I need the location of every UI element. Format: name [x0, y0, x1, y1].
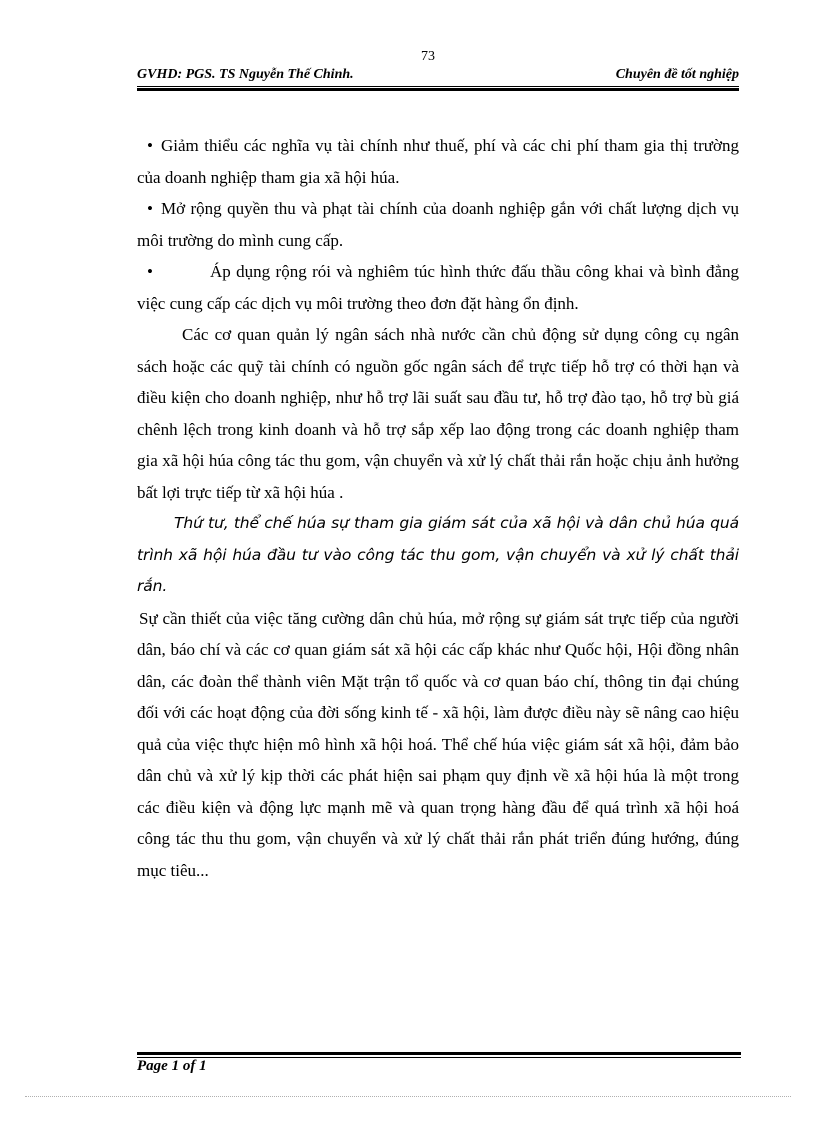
bullet-text: Áp dụng rộng rói và nghiêm túc hình thức đấu thầu công khai và bình đẳng việc cung cấp các dịch vụ môi trường theo đơn đặt hàng ổn định.: [137, 262, 739, 313]
bullet-item: [137, 193, 739, 256]
paragraph-budget-support: Các cơ quan quản lý ngân sách nhà nước cần chủ động sử dụng công cụ ngân sách hoặc các quỹ tài chính có nguồn gốc ngân sách để trực tiếp hỗ trợ có thời hạn và điều kiện cho doanh nghiệp, như hỗ trợ lãi suất sau đầu tư, hỗ trợ đào tạo, hỗ trợ bù giá chênh lệch trong kinh doanh và hỗ trợ sắp xếp lao động trong các doanh nghiệp tham gia xã hội húa công tác thu gom, vận chuyển và xử lý chất thải rắn hoặc chịu ảnh hưởng bất lợi trực tiếp từ xã hội húa .: [137, 325, 739, 502]
footer-page-label: Page 1 of 1: [137, 1058, 207, 1074]
paragraph-democratization: Sự cần thiết của việc tăng cường dân chủ húa, mở rộng sự giám sát trực tiếp của người dân, báo chí và các cơ quan giám sát xã hội các cấp khác như Quốc hội, Hội đồng nhân dân, các đoàn thể thành viên Mặt trận tổ quốc và cơ quan báo chí, thông tin đại chúng đối với các hoạt động của đời sống kinh tế - xã hội, làm được điều này sẽ nâng cao hiệu quả của việc thực hiện mô hình xã hội hoá. Thể chế húa việc giám sát xã hội, đảm bảo dân chủ và xử lý kịp thời các phát hiện sai phạm quy định về xã hội húa là một trong các điều kiện và động lực mạnh mẽ và quan trọng hàng đầu để quá trình xã hội hoá công tác thu thu gom, vận chuyển và xử lý chất thải rắn phát triển đúng hướng, đúng mục tiêu...: [137, 608, 739, 880]
body-text: [137, 130, 739, 886]
bullet-text: Mở rộng quyền thu và phạt tài chính của doanh nghiệp gắn với chất lượng dịch vụ môi trường do mình cung cấp.: [137, 199, 739, 250]
paragraph-heading-fourth: Thứ tư, thể chế húa sự tham gia giám sát của xã hội và dân chủ húa quá trình xã hội húa đầu tư vào công tác thu gom, vận chuyển và xử lý chất thải rắn.: [137, 514, 739, 595]
footer-rule-thin: [137, 1057, 741, 1058]
page-bottom-divider: [25, 1096, 791, 1097]
header-rule-thick: [137, 88, 739, 91]
running-header: [137, 67, 739, 85]
bullet-item: [137, 256, 739, 319]
bullet-item: [137, 130, 739, 193]
header-title: Chuyên đề tốt nghiệp: [615, 67, 739, 82]
bullet-symbol: •: [147, 199, 153, 218]
bullet-symbol: •: [147, 262, 153, 281]
footer-rule-thick: [137, 1052, 741, 1055]
bullet-text: Giảm thiểu các nghĩa vụ tài chính như thuế, phí và các chi phí tham gia thị trường của doanh nghiệp tham gia xã hội húa.: [137, 136, 739, 187]
header-advisor: GVHD: PGS. TS Nguyễn Thế Chinh.: [137, 67, 354, 82]
page-number: 73: [421, 49, 435, 64]
bullet-symbol: •: [147, 136, 153, 155]
header-rule-thin: [137, 86, 739, 87]
